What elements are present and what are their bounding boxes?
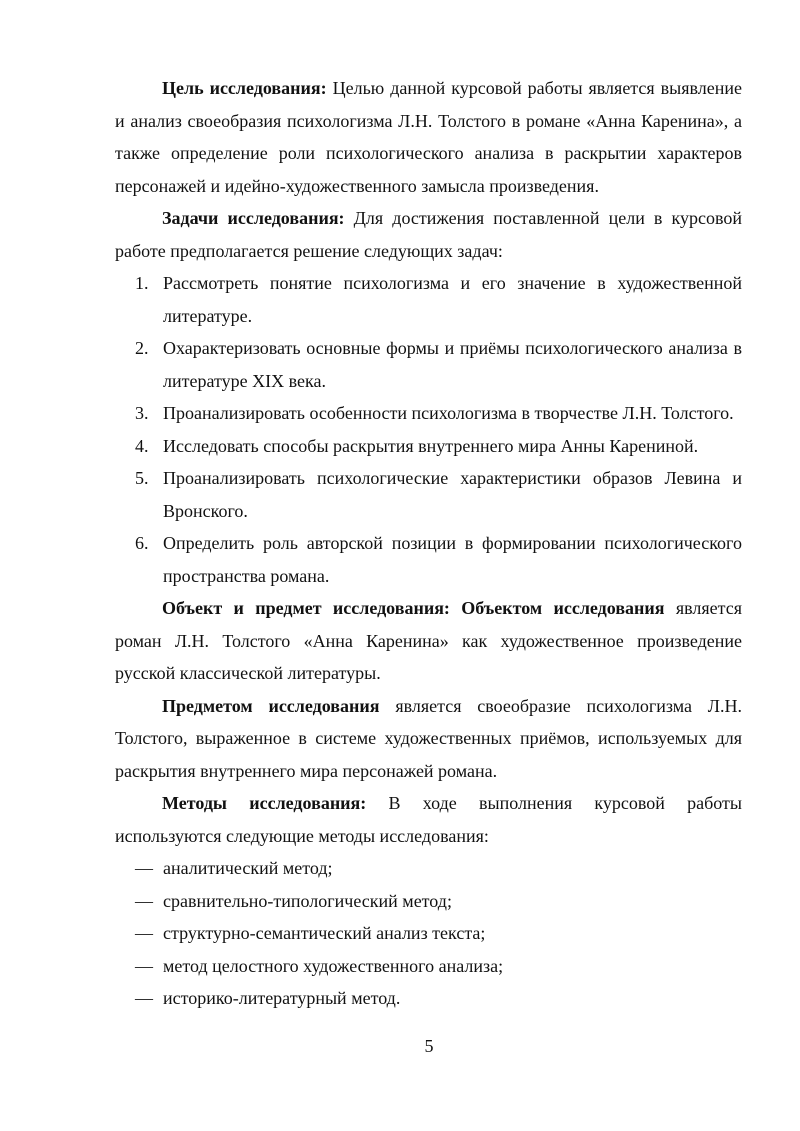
methods-paragraph [115, 787, 742, 852]
list-item-text: историко-литературный метод. [163, 988, 401, 1008]
dash-bullet: — [135, 955, 153, 976]
tasks-paragraph [115, 202, 742, 267]
object-text: является роман Л.Н. Толстого «Анна Каренина» как художественное произведение русской классической литературы. [115, 598, 742, 683]
subject-label: Предметом исследования [162, 695, 380, 716]
list-item-number: 4. [135, 435, 149, 456]
list-item-number: 5. [135, 468, 149, 488]
list-item-text: метод целостного художественного анализа; [163, 955, 504, 976]
list-item [115, 332, 742, 397]
dash-bullet: — [135, 923, 153, 943]
subject-paragraph [115, 690, 742, 788]
list-item-number: 6. [135, 533, 149, 553]
list-item [115, 462, 742, 527]
page-number: 5 [424, 1036, 434, 1056]
methods-list [115, 852, 742, 1015]
list-item-text: Рассмотреть понятие психологизма и его значение в художественной литературе. [163, 273, 742, 326]
goal-paragraph [115, 72, 742, 202]
list-item-text: структурно-семантический анализ текста; [163, 923, 486, 943]
list-item-number: 3. [135, 403, 149, 423]
list-item-text: Исследовать способы раскрытия внутреннего мира Анны Карениной. [163, 435, 699, 456]
object-paragraph [115, 592, 742, 690]
list-item [115, 267, 742, 332]
subject-text: является своеобразие психологизма Л.Н. Толстого, выраженное в системе художественных приёмов, используемых для раскрытия внутреннего мира персонажей романа. [115, 695, 743, 781]
list-item [115, 430, 742, 463]
methods-label: Методы исследования: [162, 793, 367, 813]
tasks-label: Задачи исследования: [162, 208, 345, 228]
list-item [115, 885, 742, 918]
methods-text: В ходе выполнения курсовой работы используются следующие методы исследования: [115, 793, 742, 846]
list-item-text: сравнительно-типологический метод; [163, 890, 452, 911]
list-item [115, 852, 742, 885]
list-item-number: 1. [135, 273, 149, 293]
list-item-text: Охарактеризовать основные формы и приёмы психологического анализа в литературе XIX века. [163, 338, 742, 391]
list-item [115, 982, 742, 1015]
list-item-text: Определить роль авторской позиции в формировании психологического пространства романа. [163, 533, 742, 586]
dash-bullet: — [135, 890, 153, 911]
dash-bullet: — [135, 988, 153, 1008]
list-item-number: 2. [135, 338, 149, 358]
tasks-text: Для достижения поставленной цели в курсовой работе предполагается решение следующих задач: [115, 208, 742, 261]
dash-bullet: — [135, 858, 153, 878]
goal-text: Целью данной курсовой работы является выявление и анализ своеобразия психологизма Л.Н. Толстого в романе «Анна Каренина», а также определение роли психологического анализа в раскрытии характеров персонажей и идейно-художественного замысла произведения. [115, 78, 742, 196]
list-item [115, 950, 742, 983]
list-item [115, 397, 742, 430]
list-item-text: Проанализировать психологические характеристики образов Левина и Вронского. [163, 468, 742, 521]
tasks-list [115, 267, 742, 592]
list-item [115, 527, 742, 592]
list-item-text: аналитический метод; [163, 858, 333, 878]
list-item-text: Проанализировать особенности психологизма в творчестве Л.Н. Толстого. [163, 403, 734, 423]
list-item [115, 917, 742, 950]
goal-label: Цель исследования: [162, 78, 327, 98]
document-page [115, 72, 742, 1015]
object-label: Объект и предмет исследования: Объектом исследования [162, 598, 665, 618]
